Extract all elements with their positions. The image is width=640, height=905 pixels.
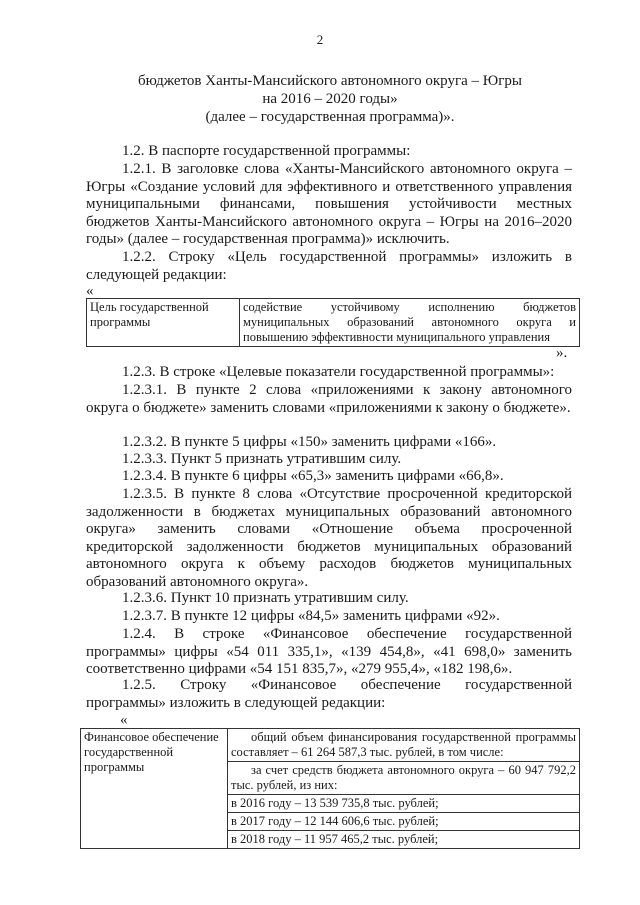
title-line-2: на 2016 – 2020 годы»	[262, 91, 398, 107]
page-number: 2	[316, 32, 324, 47]
finance-budget-cell: за счет средств бюджета автономного округа – 60 947 792,2 тыс. рублей, из них:	[228, 762, 580, 795]
finance-year-row: в 2016 году – 13 539 735,8 тыс. рублей;	[228, 795, 580, 813]
paragraph-1-2-4: 1.2.4. В строке «Финансовое обеспечение государственной программы» цифры «54 011 335,1», «139 454,8», «41 698,0» заменить соответственно цифрами «54 151 835,7», «279 955,4», «182 198,6».	[86, 626, 572, 678]
paragraph-1-2-3-6: 1.2.3.6. Пункт 10 признать утратившим силу.	[122, 590, 409, 606]
finance-label-cell: Финансовое обеспечение государственной программы	[81, 729, 228, 849]
paragraph-1-2-3-3: 1.2.3.3. Пункт 5 признать утратившим силу.	[122, 451, 402, 467]
paragraph-1-2-3-7: 1.2.3.7. В пункте 12 цифры «84,5» заменить цифрами «92».	[122, 608, 500, 624]
finance-table	[80, 728, 580, 849]
open-quote: «	[86, 283, 94, 299]
goal-table	[86, 298, 580, 347]
paragraph-1-2-3-2: 1.2.3.2. В пункте 5 цифры «150» заменить цифрами «166».	[122, 434, 497, 450]
paragraph-1-2: 1.2. В паспорте государственной программы:	[122, 143, 411, 159]
finance-year-row: в 2017 году – 12 144 606,6 тыс. рублей;	[228, 813, 580, 831]
goal-value-cell: содействие устойчивому исполнению бюджетов муниципальных образований автономного округа и повышению эффективности муниципального управления	[240, 299, 580, 347]
finance-total-cell: общий объем финансирования государственной программы составляет – 61 264 587,3 тыс. рублей, в том числе:	[228, 729, 580, 762]
goal-label-cell: Цель государственной программы	[87, 299, 240, 347]
open-quote-2: «	[120, 712, 128, 728]
finance-year-row: в 2018 году – 11 957 465,2 тыс. рублей;	[228, 831, 580, 849]
title-line-1: бюджетов Ханты-Мансийского автономного округа – Югры	[138, 73, 522, 89]
paragraph-1-2-3-4: 1.2.3.4. В пункте 6 цифры «65,3» заменить цифрами «66,8».	[122, 468, 504, 484]
paragraph-1-2-1: 1.2.1. В заголовке слова «Ханты-Мансийского автономного округа – Югры «Создание условий для эффективного и ответственного управления муниципальными финансами, повышения устойчивости местных бюджетов Ханты-Мансийского автономного округа – Югры на 2016–2020 годы» (далее – государственная программа)» исключить.	[86, 161, 572, 248]
title-line-3: (далее – государственная программа)».	[205, 109, 455, 125]
paragraph-1-2-3-5: 1.2.3.5. В пункте 8 слова «Отсутствие просроченной кредиторской задолженности в бюджетах муниципальных образований автономного округа» заменить словами «Отношение объема просроченной кредиторской задолженности бюджетов муниципальных образований автономного округа к объему расходов бюджетов муниципальных образований автономного округа».	[86, 486, 572, 590]
paragraph-1-2-3-1: 1.2.3.1. В пункте 2 слова «приложениями к закону автономного округа о бюджете» заменить словами «приложениями к закону о бюджете».	[86, 382, 572, 416]
paragraph-1-2-2: 1.2.2. Строку «Цель государственной программы» изложить в следующей редакции:	[86, 249, 572, 283]
paragraph-1-2-5: 1.2.5. Строку «Финансовое обеспечение государственной программы» изложить в следующей редакции:	[86, 677, 572, 711]
paragraph-1-2-3: 1.2.3. В строке «Целевые показатели государственной программы»:	[122, 364, 555, 380]
close-quote: ».	[556, 345, 568, 361]
